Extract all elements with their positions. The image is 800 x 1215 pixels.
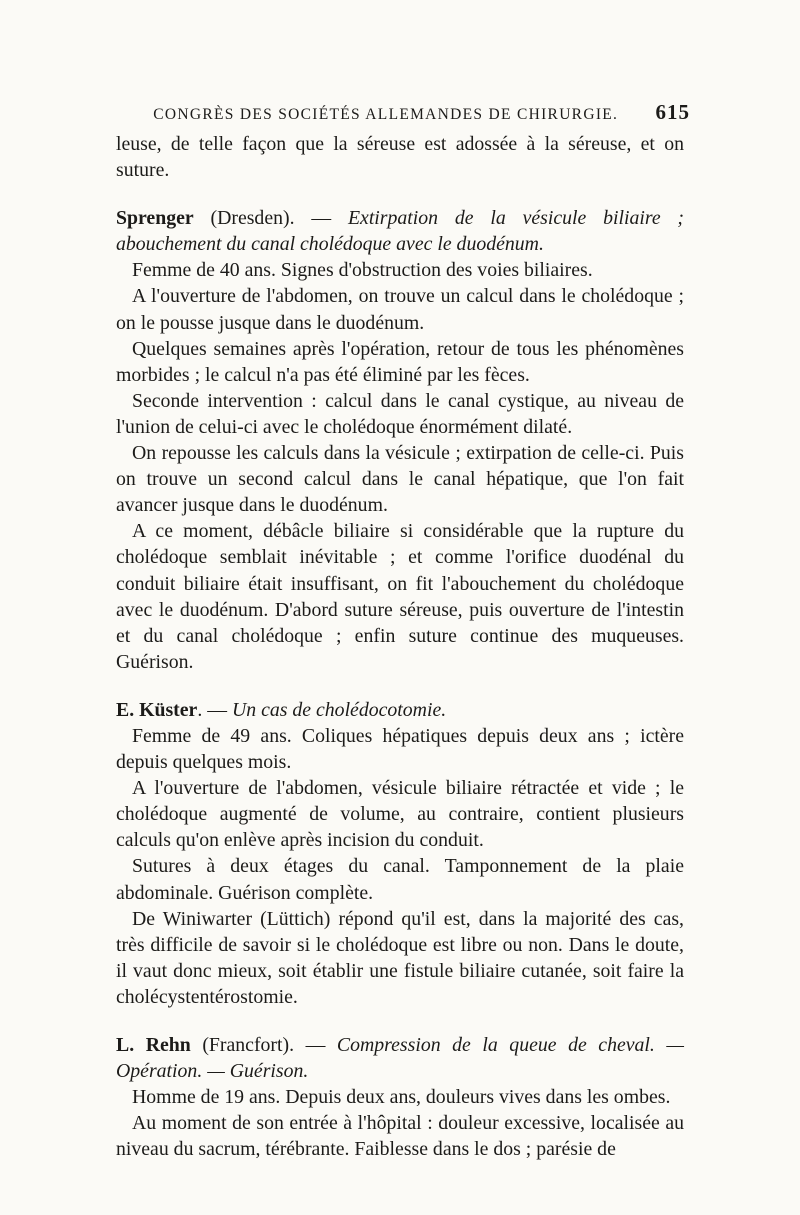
paragraph: On repousse les calculs dans la vésicule ; extirpation de celle-ci. Puis on trouve un second calcul dans le canal hépatique, que l'on fait avancer jusque dans le duodénum. — [116, 442, 684, 517]
paragraph-continuation: leuse, de telle façon que la séreuse est adossée à la séreuse, et on suture. — [116, 133, 684, 182]
section-heading-rehn — [116, 1032, 684, 1084]
paragraph: De Winiwarter (Lüttich) répond qu'il est, dans la majorité des cas, très difficile de savoir si le cholédoque est libre ou non. Dans le doute, il vaut donc mieux, soit établir une fistule biliaire cutanée, soit faire la cholécystentérostomie. — [116, 907, 684, 1008]
paragraph: A ce moment, débâcle biliaire si considérable que la rupture du cholédoque semblait inévitable ; et comme l'orifice duodénal du conduit biliaire était insuffisant, on fit l'abouchement du cholédoque avec le duodénum. D'abord suture séreuse, puis ouverture de l'intestin et du canal cholédoque ; enfin suture continue des muqueuses. Guérison. — [116, 520, 684, 673]
author-name: L. Rehn — [116, 1034, 191, 1056]
paragraph: Femme de 40 ans. Signes d'obstruction des voies biliaires. — [132, 259, 593, 282]
paragraph: Homme de 19 ans. Depuis deux ans, douleurs vives dans les ombes. — [132, 1086, 671, 1109]
running-head-title: CONGRÈS DES SOCIÉTÉS ALLEMANDES DE CHIRURGIE. — [153, 106, 619, 123]
author-place: (Francfort). — — [190, 1034, 337, 1056]
author-place: (Dresden). — — [193, 207, 348, 230]
paragraph: Au moment de son entrée à l'hôpital : douleur excessive, localisée au niveau du sacrum, térébrante. Faiblesse dans le dos ; parésie de — [116, 1112, 684, 1161]
author-name: Sprenger — [116, 207, 194, 230]
running-head — [116, 100, 690, 125]
paragraph: A l'ouverture de l'abdomen, vésicule biliaire rétractée et vide ; le cholédoque augmenté de volume, au contraire, contient plusieurs calculs qu'on enlève après incision du conduit. — [116, 777, 684, 852]
paragraph: A l'ouverture de l'abdomen, on trouve un calcul dans le cholédoque ; on le pousse jusque dans le duodénum. — [116, 285, 684, 334]
page-body — [116, 131, 684, 1162]
case-title: Compression de la queue de cheval. — Opération. — Guérison. — [116, 1034, 684, 1083]
case-title: Extirpation de la vésicule biliaire ; abouchement du canal cholédoque avec le duodénum. — [116, 207, 685, 256]
author-separator: . — — [197, 698, 232, 721]
paragraph: Femme de 49 ans. Coliques hépatiques depuis deux ans ; ictère depuis quelques mois. — [116, 724, 684, 774]
paragraph: Seconde intervention : calcul dans le canal cystique, au niveau de l'union de celui-ci avec le cholédoque énormément dilaté. — [116, 389, 684, 438]
section-heading-kuster — [116, 697, 684, 723]
author-name: E. Küster — [116, 698, 198, 721]
section-heading-sprenger — [116, 205, 684, 257]
paragraph: Sutures à deux étages du canal. Tamponnement de la plaie abdominale. Guérison complète. — [116, 855, 684, 904]
paragraph: Quelques semaines après l'opération, retour de tous les phénomènes morbides ; le calcul n'a pas été éliminé par les fèces. — [116, 337, 684, 386]
case-title: Un cas de cholédocotomie. — [231, 698, 447, 721]
page-number: 615 — [655, 100, 690, 124]
